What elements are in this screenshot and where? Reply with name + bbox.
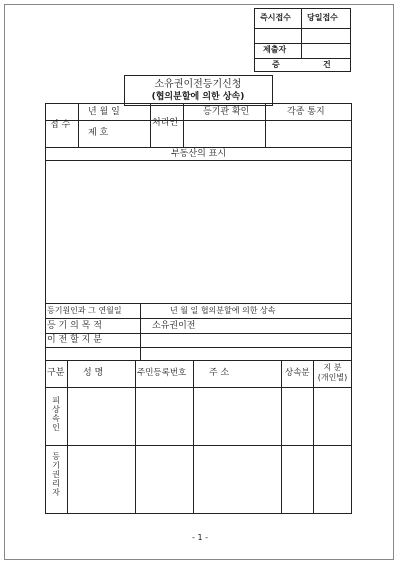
- submitter-label: 제출자: [263, 45, 287, 54]
- processor-label: 처리인: [152, 118, 179, 128]
- cause-label: 등기원인과 그 연월일: [47, 306, 122, 315]
- header-share: 지 분 (개인별): [317, 363, 348, 382]
- same-day-receipt-label: 당일접수: [307, 13, 338, 22]
- immediate-receipt-label: 즉시접수: [260, 13, 291, 22]
- header-resident-number: 주민등록번호: [137, 368, 187, 378]
- registrant-label: 등기권리자: [52, 452, 60, 497]
- receipt-label: 접 수: [50, 120, 71, 130]
- header-name: 성 명: [83, 368, 104, 378]
- header-category: 구분: [47, 368, 65, 378]
- share-label: 이 전 할 지 분: [47, 335, 102, 345]
- purpose-value[interactable]: 소유권이전: [152, 321, 196, 331]
- property-heading: 부동산의 표시: [170, 149, 227, 159]
- title-line-1: 소유권이전등기신청: [154, 79, 242, 90]
- receipt-number-label: 제 호: [88, 128, 109, 138]
- notices-label: 각종 통지: [287, 107, 325, 117]
- cause-value[interactable]: 년 월 일 협의분할에 의한 상속: [170, 306, 276, 315]
- title-line-2: (협의분할에 의한 상속): [151, 92, 245, 102]
- confirm-right-label: 건: [323, 60, 331, 69]
- header-inheritance-share: 상속분: [285, 368, 310, 378]
- confirm-left-label: 증: [272, 60, 280, 69]
- page-number: - 1 -: [192, 533, 208, 542]
- property-description-area[interactable]: [46, 161, 351, 302]
- registry-confirm-label: 등기관 확인: [203, 107, 250, 117]
- purpose-label: 등 기 의 목 적: [47, 321, 102, 331]
- decedent-label: 피상속인: [52, 396, 60, 432]
- title-box: [124, 75, 273, 106]
- header-address: 주 소: [209, 368, 230, 378]
- receipt-date-label: 년 월 일: [88, 107, 120, 117]
